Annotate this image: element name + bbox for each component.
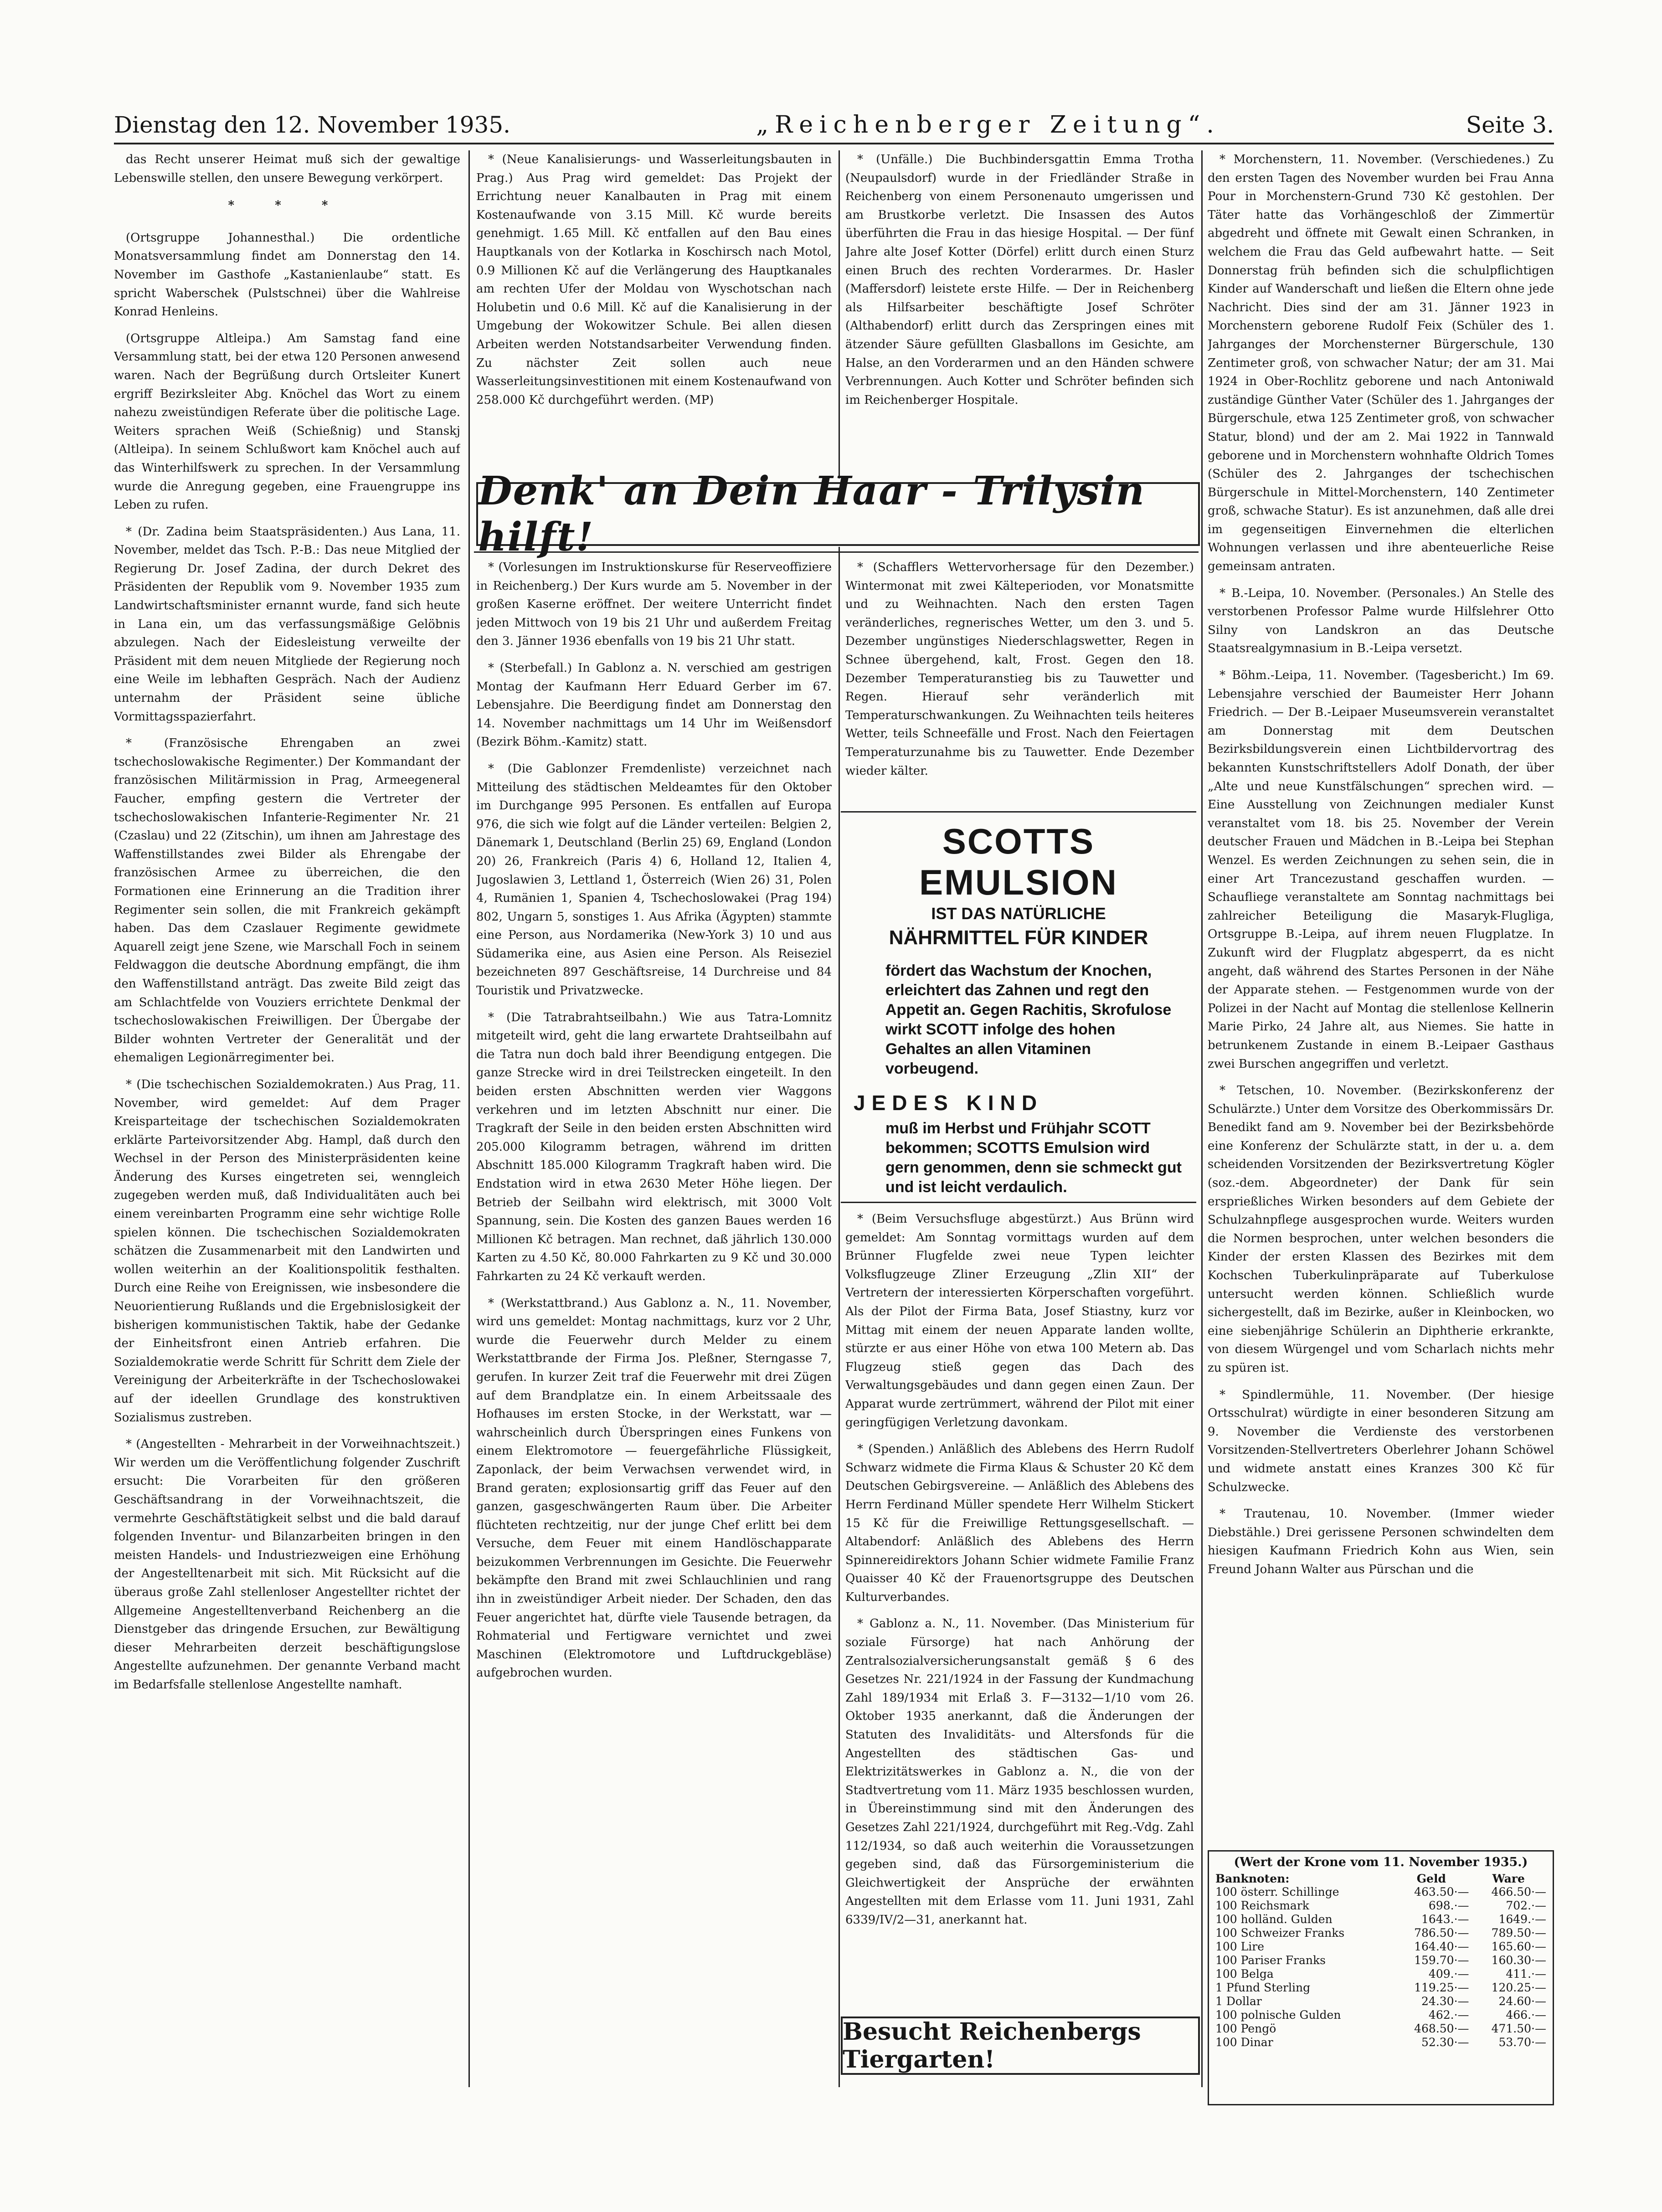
rates-row (1214, 1954, 1547, 1967)
rates-ware: 411.·— (1506, 1967, 1546, 1981)
header-paper-title: „Reichenberger Zeitung“. (756, 111, 1220, 139)
column-1 (114, 150, 460, 2087)
rates-row (1214, 1995, 1547, 2008)
rates-geld: 409.·— (1428, 1967, 1469, 1981)
rates-currency: 100 Dinar (1215, 2036, 1273, 2049)
column-rule-3 (1201, 150, 1203, 2087)
rates-ware: 789.50·— (1491, 1926, 1546, 1939)
article-paragraph: * (Dr. Zadina beim Staatspräsidenten.) Aus Lana, 11. November, meldet das Tsch. P.-B.: Das neue Mitglied der Regierung Dr. Josef Zadina, der durch Dekret des Präsidenten der Republik vom 9. November 1935 zum Landwirtschaftsminister ernannt wurde, fand sich heute in Lana ein, um das verfassungsmäßige Gelöbnis abzulegen. Nach der Eidesleistung verweilte der Präsident mit dem neuen Mitgliede der Regierung noch eine Weile im lebhaften Gespräch. Nach der Audienz unternahm der Präsident seine übliche Vormittagsspazierfahrt. (114, 525, 460, 724)
scotts-emulsion-advertisement (841, 811, 1196, 1203)
article-paragraph: * (Neue Kanalisierungs- und Wasserleitungsbauten in Prag.) Aus Prag wird gemeldet: Das Projekt der Errichtung neuer Kanalbauten in Prag mit einem Kostenaufwande von 3.15 Mill. Kč wurde bereits genehmigt. 1.65 Mill. Kč entfallen auf den Bau eines Hauptkanals von der Kotlarka in Koschirsch nach Motol, 0.9 Millionen Kč auf die Verlängerung des Hauptkanales am rechten Ufer der Moldau von Wyschotschan nach Holubetin und 0.6 Mill. Kč auf die Kanalisierung in der Umgebung der Wokowitzer Schule. Bei allen diesen Arbeiten werden Notstandsarbeiter Verwendung finden. Zu nächster Zeit sollen auch neue Wasserleitungsinvestitionen mit einem Kostenaufwand von 258.000 Kč durchgeführt werden. (MP) (476, 153, 832, 407)
trilysin-advertisement (476, 468, 1200, 560)
article-paragraph: * (Französische Ehrengaben an zwei tschechoslowakische Regimenter.) Der Kommandant der französischen Militärmission in Prag, Armeegeneral Faucher, empfing gestern die Vertreter der tschechoslowakischen Infanterie-Regimenter Nr. 21 (Czaslau) und 22 (Zitschin), um ihnen am Jahrestage des Waffenstillstandes zwei Bilder als Ehrengabe der französischen Armee zu überreichen, die den Formationen eine Erinnerung an die Tradition ihrer Regimenter sein sollen, die mit Frankreich gekämpft haben. Das dem Czaslauer Regimente gewidmete Aquarell zeigt jene Szene, wie Marschall Foch in seinem Feldwaggon die deutsche Abordnung empfängt, die ihm den Waffenstillstand anträgt. Das zweite Bild zeigt das am Schlachtfelde von Vouziers errichtete Denkmal der tschechoslowakischen Freiwilligen. Der Übergabe der Bilder wohnten Vertreter der Generalität und der ehemaligen Legionärregimenter bei. (114, 736, 460, 1065)
rates-currency: 100 Pariser Franks (1215, 1954, 1326, 1967)
rates-row (1214, 1899, 1547, 1913)
article-paragraph: * (Werkstattbrand.) Aus Gablonz a. N., 11. November, wird uns gemeldet: Montag nachmittags, kurz vor 2 Uhr, wurde die Feuerwehr durch Melder zu einem Werkstattbrande der Firma Jos. Pleßner, Sterngasse 7, gerufen. In kurzer Zeit traf die Feuerwehr mit drei Zügen auf dem Brandplatze ein. In einem Arbeitssaale des Hofhauses im ersten Stocke, in der Werkstatt, war — wahrscheinlich durch Überspringen eines Funkens von einem Elektromotore — feuergefährliche Flüssigkeit, Zaponlack, der beim Verwachsen verwendet wird, in Brand geraten; explosionsartig griff das Feuer auf den ganzen, gasgeschwängerten Raum über. Die Arbeiter flüchteten rechtzeitig, nur der junge Chef erlitt bei dem Versuche, dem Feuer mit einem Handlöschapparate beizukommen Verbrennungen im Gesichte. Die Feuerwehr bekämpfte den Brand mit zwei Schlauchlinien und rang ihn in zweistündiger Arbeit nieder. Der Schaden, den das Feuer angerichtet hat, dürfte viele Tausende betragen, da Rohmaterial und Fertigware vernichtet und zwei Maschinen (Elektromotore und Luftdruckgebläse) aufgebrochen wurden. (476, 1296, 832, 1680)
rates-header-ware: Ware (1492, 1872, 1525, 1885)
rates-header-currency: Banknoten: (1215, 1872, 1290, 1885)
article-paragraph: * Gablonz a. N., 11. November. (Das Ministerium für soziale Fürsorge) hat nach Anhörung der Zentralsozialversicherungsanstalt gemäß § 6 des Gesetzes Nr. 221/1924 in der Fassung der Kundmachung Zahl 189/1934 mit Erlaß 3. F—3132—1/10 vom 26. Oktober 1935 anerkannt, daß die Änderungen der Statuten des Invaliditäts- und Altersfonds für die Angestellten des städtischen Gas- und Elektrizitätswerkes in Gablonz a. N., die von der Stadtvertretung vom 11. März 1935 beschlossen wurden, in Übereinstimmung sind mit den Änderungen des Gesetzes Zahl 221/1924, durchgeführt mit Reg.-Vdg. Zahl 112/1934, so daß auch weiterhin die Voraussetzungen gegeben sind, daß das Fürsorgeministerium die Gleichwertigkeit der Ansprüche der erwähnten Angestellten mit dem Erlasse vom 11. Juni 1931, Zahl 6339/IV/2—31, anerkannt hat. (845, 1617, 1194, 1927)
article-paragraph: * Morchenstern, 11. November. (Verschiedenes.) Zu den ersten Tagen des November wurden bei Frau Anna Pour in Morchenstern-Grund 730 Kč gestohlen. Der Täter hatte das Vorhängeschloß der Zimmertür abgedreht und öffnete mit Gewalt einen Schranken, in welchem die Frau das Geld aufbewahrt hatte. — Seit Donnerstag früh befinden sich die schulpflichtigen Kinder auf Wanderschaft und ließen die Eltern ohne jede Nachricht. Dies sind der am 31. Jänner 1923 in Morchenstern geborene Rudolf Feix (Schüler des 1. Jahrganges der Morchensterner Bürgerschule, 130 Zentimeter groß, von schwacher Natur; der am 31. Mai 1924 in Ober-Rochlitz geborene und nach Antoniwald zuständige Günther Vater (Schüler des 1. Jahrganges der Bürgerschule, etwa 125 Zentimeter groß, von schwacher Statur, blond) und der am 2. Mai 1922 in Tannwald geborene und in Morchenstern wohnhafte Oldrich Tomes (Schüler des 2. Jahrganges der tschechischen Bürgerschule in Mittel-Morchenstern, 140 Zentimeter groß, schwache Statur). Es ist anzunehmen, daß alle drei im gegenseitigen Einvernehmen die elterlichen Wohnungen verlassen und ihre abenteuerliche Reise gemeinsam antraten. (1208, 153, 1554, 574)
rates-geld: 462.·— (1428, 2008, 1469, 2022)
article-paragraph: * (Die Gablonzer Fremdenliste) verzeichnet nach Mitteilung des städtischen Meldeamtes für den Oktober im Durchgange 995 Personen. Es entfallen auf Europa 976, die sich wie folgt auf die Länder verteilen: Belgien 2, Dänemark 1, Deutschland (Berlin 25) 69, England (London 20) 26, Frankreich (Paris 4) 6, Holland 12, Italien 4, Jugoslawien 3, Lettland 1, Österreich (Wien 26) 31, Polen 4, Rumänien 1, Spanien 4, Tschechoslowakei (Prag 194) 802, Ungarn 5, sonstiges 1. Aus Afrika (Ägypten) stammte eine Person, aus Nordamerika (New-York 3) 10 und aus Südamerika eine, aus Asien eine Person. Als Reiseziel bezeichneten 897 Geschäftsreise, 14 Durchreise und 84 Touristik und Privatzwecke. (476, 761, 832, 998)
article-paragraph: * (Spenden.) Anläßlich des Ablebens des Herrn Rudolf Schwarz widmete die Firma Klaus & Schuster 20 Kč dem Deutschen Gebirgsvereine. — Anläßlich des Ablebens des Herrn Ferdinand Müller spendete Herr Wilhelm Stickert 15 Kč für die Freiwillige Rettungsgesellschaft. — Altabendorf: Anläßlich des Ablebens des Herrn Spinnereidirektors Johann Schier widmete Familie Franz Quaisser 40 Kč der Frauenortsgruppe des Deutschen Kulturverbandes. (845, 1442, 1194, 1604)
article-paragraph: * (Vorlesungen im Instruktionskurse für Reserveoffiziere in Reichenberg.) Der Kurs wurde am 5. November in der großen Kaserne eröffnet. Der weitere Unterricht findet jeden Mittwoch von 19 bis 21 Uhr und außerdem Freitag den 3. Jänner 1936 ebenfalls von 19 bis 21 Uhr statt. (476, 561, 832, 648)
column-3-top (845, 150, 1194, 474)
scott-subtitle: IST DAS NATÜRLICHE (931, 904, 1106, 923)
rates-currency: 100 polnische Gulden (1215, 2008, 1341, 2022)
rates-ware: 53.70·— (1498, 2036, 1546, 2049)
rates-currency: 100 Reichsmark (1215, 1899, 1309, 1912)
rates-row (1214, 1981, 1547, 1995)
scott-body-2: muß im Herbst und Frühjahr SCOTT bekommen; SCOTTS Emulsion wird gern genommen, denn sie schmeckt gut und ist leicht verdaulich. (885, 1120, 1182, 1196)
rates-geld: 786.50·— (1414, 1926, 1469, 1939)
rates-geld: 468.50·— (1414, 2022, 1469, 2035)
article-paragraph: * (Schafflers Wettervorhersage für den Dezember.) Wintermonat mit zwei Kälteperioden, vor Monatsmitte und zu Weihnachten. Nach den ersten Tagen veränderliches, regnerisches Wetter, um den 3. und 5. Dezember ungünstiges Niederschlagswetter, Regen in Schnee übergehend, kalt, Frost. Gegen den 18. Dezember Temperaturanstieg bis zu Tauwetter und Regen. Hierauf sehr veränderlich mit Temperaturschwankungen. Zu Weihnachten teils heiteres Wetter, teils Schneefälle und Frost. Nach den Feiertagen Temperaturzunahme bis zu Tauwetter. Ende Dezember wieder kälter. (845, 561, 1194, 778)
header-date: Dienstag den 12. November 1935. (114, 112, 511, 138)
rates-geld: 119.25·— (1414, 1981, 1469, 1994)
rates-ware: 466.·— (1506, 2008, 1546, 2022)
rates-row (1214, 2036, 1547, 2049)
rates-currency: 1 Pfund Sterling (1215, 1981, 1311, 1994)
article-paragraph: * Tetschen, 10. November. (Bezirkskonferenz der Schulärzte.) Unter dem Vorsitze des Oberkommissärs Dr. Benedikt fand am 9. November bei der Bezirksbehörde eine Konferenz der Schulärzte statt, in der u. a. dem scheidenden Vorsitzenden der Bezirksvertretung Kögler (soz.-dem. Abgeordneter) der Dank für sein ersprießliches Wirken besonders auf dem Gebiete der Schulzahnpflege ausgesprochen wurde. Weiters wurden die Normen besprochen, unter welchen besonders die Kinder der ersten Klassen des Bezirkes mit dem Kochschen Tuberkulinpräparate auf Tuberkulose untersucht werden können. Schließlich wurde sichergestellt, daß im Bezirke, außer in Kleinbocken, wo eine siebenjährige Schülerin an Diphtherie erkrankte, von diesem Würgengel und vom Scharlach nichts mehr zu spüren ist. (1208, 1084, 1554, 1375)
article-paragraph: das Recht unserer Heimat muß sich der gewaltige Lebenswille stellen, den unsere Bewegung verkörpert. (114, 153, 460, 185)
tiergarten-slogan: Besucht Reichenbergs Tiergarten! (843, 2018, 1141, 2073)
article-paragraph: * Spindlermühle, 11. November. (Der hiesige Ortsschulrat) würdigte in einer besonderen Sitzung am 9. November die Verdienste des verstorbenen Vorsitzenden-Stellvertreters Oberlehrer Johann Schöwel und widmete anstatt eines Kranzes 300 Kč für Schulzwecke. (1208, 1388, 1554, 1494)
rates-ware: 120.25·— (1491, 1981, 1546, 1994)
rates-ware: 702.·— (1506, 1899, 1546, 1912)
scott-body: fördert das Wachstum der Knochen, erleichtert das Zahnen und regt den Appetit an. Gegen Rachitis, Skrofulose wirkt SCOTT infolge des hohen Gehaltes an allen Vitaminen vorbeugend. (885, 962, 1172, 1077)
trilysin-slogan: Denk' an Dein Haar - Trilysin hilft! (478, 468, 1145, 560)
article-paragraph: * B.-Leipa, 10. November. (Personales.) An Stelle des verstorbenen Professor Palme wurde Hilfslehrer Otto Silny von Landskron an das Deutsche Staatsrealgymnasium in B.-Leipa versetzt. (1208, 586, 1554, 656)
page-header (114, 107, 1554, 144)
rates-ware: 24.60·— (1498, 1995, 1546, 2008)
rates-currency: 100 Lire (1215, 1940, 1265, 1953)
rates-geld: 698.·— (1428, 1899, 1469, 1912)
rates-currency: 100 österr. Schillinge (1215, 1885, 1339, 1898)
rates-title: (Wert der Krone vom 11. November 1935.) (1234, 1855, 1528, 1869)
column-4 (1208, 150, 1554, 1846)
rates-ware: 466.50·— (1491, 1885, 1546, 1898)
rates-header-geld: Geld (1416, 1872, 1446, 1885)
article-paragraph: * (Die tschechischen Sozialdemokraten.) Aus Prag, 11. November, wird gemeldet: Auf dem Prager Kreisparteitage der tschechischen Sozialdemokraten erklärte Parteivorsitzender Abg. Hampl, daß durch den Wechsel in der Person des Ministerpräsidenten keine Änderung des Kurses eingetreten sei, wenngleich zugegeben werden muß, daß Individualitäten auch bei einem vereinbarten Programm eine sehr wichtige Rolle spielen können. Die tschechischen Sozialdemokraten schätzen die Zusammenarbeit mit den Landwirten und wollen weiterhin an der Koalitionspolitik festhalten. Durch eine Reihe von Ereignissen, wie insbesondere die Neuorientierung Rußlands und die Ergebnislosigkeit der bisherigen kommunistischen Taktik, habe der Gedanke der Einheitsfront einen Antrieb erfahren. Die Sozialdemokratie werde Schritt für Schritt dem Ziele der Vereinigung der Arbeiterkräfte in der Tschechoslowakei auf der ideellen Grundlage des konstruktiven Sozialismus zustreben. (114, 1077, 460, 1425)
rates-geld: 24.30·— (1421, 1995, 1469, 2008)
rates-currency: 100 Belga (1215, 1967, 1274, 1981)
rates-row (1214, 1967, 1547, 1981)
column-2-top (476, 150, 832, 474)
rates-geld: 1643.·— (1421, 1913, 1469, 1926)
column-2 (476, 558, 832, 2087)
rates-ware: 1649.·— (1498, 1913, 1546, 1926)
rates-row (1214, 1940, 1547, 1954)
column-rule-1 (468, 150, 470, 2087)
column-3-lower (845, 1210, 1194, 2010)
rates-ware: 165.60·— (1491, 1940, 1546, 1953)
rates-currency: 1 Dollar (1215, 1995, 1262, 2008)
article-paragraph: (Ortsgruppe Johannesthal.) Die ordentliche Monatsversammlung findet am Donnerstag den 14. November im Gasthofe „Kastanienlaube“ statt. Es spricht Waberschek (Pulstschnei) über die Wahlreise Konrad Henleins. (114, 231, 460, 319)
scott-brand: SCOTTS EMULSION (919, 821, 1118, 902)
tiergarten-advertisement (841, 2017, 1200, 2075)
header-page-number: Seite 3. (1466, 112, 1554, 138)
rates-geld: 52.30·— (1421, 2036, 1469, 2049)
rates-row (1214, 1926, 1547, 1940)
rates-geld: 463.50·— (1414, 1885, 1469, 1898)
rates-body (1214, 1885, 1547, 2049)
rates-header-row (1214, 1872, 1547, 1885)
rates-row (1214, 2008, 1547, 2022)
scott-subtitle-2: NÄHRMITTEL FÜR KINDER (889, 926, 1148, 949)
rates-currency: 100 holländ. Gulden (1215, 1913, 1333, 1926)
rates-currency: 100 Schweizer Franks (1215, 1926, 1345, 1939)
rates-currency: 100 Pengö (1215, 2022, 1276, 2035)
article-paragraph: * (Sterbefall.) In Gablonz a. N. verschied am gestrigen Montag der Kaufmann Herr Eduard Gerber im 67. Lebensjahre. Die Beerdigung findet am Donnerstag den 14. November nachmittags um 14 Uhr im Weißensdorf (Bezirk Böhm.-Kamitz) statt. (476, 661, 832, 749)
article-paragraph: * Böhm.-Leipa, 11. November. (Tagesbericht.) Im 69. Lebensjahre verschied der Baumeister Herr Johann Friedrich. — Der B.-Leipaer Museumsverein veranstaltet am Donnerstag mit dem Deutschen Bezirksbildungsverein einen Lichtbildervortrag des bekannten Kunstschriftstellers Adolf Donath, der über „Alte und neue Kunstfälschungen“ sprechen wird. — Eine Ausstellung von Zeichnungen medialer Kunst veranstaltet vom 18. bis 25. November der Verein deutscher Frauen und Mädchen in B.-Leipa bei Stephan Wenzel. Es werden Zeichnungen zu sehen sein, die in einer Art Trancezustand geschaffen wurden. — Schaufliege veranstaltete am Sonntag nachmittags bei zahlreicher Beteiligung die Masaryk-Flugliga, Ortsgruppe B.-Leipa, auf ihrem neuen Flugplatze. In Zukunft wird der Flugplatz abgesperrt, da es nicht angeht, daß während des Startes Personen in der Nähe der Apparate stehen. — Festgenommen wurde von der Polizei in der Nacht auf Montag die stellenlose Kellnerin Marie Pirko, 24 Jahre alt, aus Niemes. Sie hatte in betrunkenem Zustande in einem B.-Leipaer Gasthaus zwei Burschen angegriffen und verletzt. (1208, 669, 1554, 1071)
scott-jedes-kind: JEDES KIND (854, 1091, 1044, 1115)
rates-geld: 164.40·— (1414, 1940, 1469, 1953)
article-paragraph: * (Angestellten - Mehrarbeit in der Vorweihnachtszeit.) Wir werden um die Veröffentlichung folgender Zuschrift ersucht: Die Vorarbeiten für den größeren Geschäftsandrang in der Vorweihnachtszeit, die vermehrte Geschäftstätigkeit selbst und die bald darauf folgenden Inventur- und Bilanzarbeiten bringen in den meisten Handels- und Industriezweigen eine Erhöhung der Angestelltenarbeit mit sich. Mit Rücksicht auf die überaus große Zahl stellenloser Angestellter richtet der Allgemeine Angestelltenverband Reichenberg an die Dienstgeber das dringende Ersuchen, zur Bewältigung dieser Mehrarbeiten derzeit beschäftigungslose Angestellte aufzunehmen. Der genannte Verband macht im Bedarfsfalle stellenlose Angestellte namhaft. (114, 1437, 460, 1692)
article-paragraph: (Ortsgruppe Altleipa.) Am Samstag fand eine Versammlung statt, bei der etwa 120 Personen anwesend waren. Nach der Begrüßung durch Ortsleiter Kunert ergriff Bezirksleiter Abg. Knöchel das Wort zu einem nahezu zweistündigen Referate über die politische Lage. Weiters sprachen Weiß (Schießnig) und Stanskj (Altleipa). In seinem Schlußwort kam Knöchel auch auf das Winterhilfswerk zu sprechen. In der Versammlung wurde die Anregung gegeben, eine Frauengruppe ins Leben zu rufen. (114, 331, 460, 512)
rates-row (1214, 1913, 1547, 1926)
separator-stars: * * * (228, 199, 346, 213)
article-paragraph: * (Unfälle.) Die Buchbindersgattin Emma Trotha (Neupaulsdorf) wurde in der Friedländer Straße in Reichenberg von einem Personenauto umgerissen und am Brustkorbe verletzt. Die Insassen des Autos überführten die Frau in das hiesige Hospital. — Der fünf Jahre alte Josef Kotter (Dörfel) erlitt durch einen Sturz einen Bruch des rechten Vorderarmes. Dr. Hasler (Maffersdorf) leistete erste Hilfe. — Der in Reichenberg als Hilfsarbeiter beschäftigte Josef Schröter (Althabendorf) erlitt durch das Zerspringen eines mit ätzender Säure gefüllten Glasballons im Gesichte, am Halse, an den Vorderarmen und an den Händen schwere Verbrennungen. Auch Kotter und Schröter befinden sich im Reichenberger Hospitale. (845, 153, 1194, 407)
rates-table (1214, 1872, 1547, 2049)
column-rule-2 (839, 150, 840, 478)
article-paragraph: * (Die Tatrabrahtseilbahn.) Wie aus Tatra-Lomnitz mitgeteilt wird, geht die lang erwartete Drahtseilbahn auf die Tatra nun doch bald ihrer Beendigung entgegen. Die ganze Strecke wird in drei Teilstrecken eingeteilt. In den beiden ersten Abschnitten werden vier Waggons verkehren und im letzten Abschnitt nur einer. Die Tragkraft der Seile in den beiden ersten Abschnitten wird 205.000 Kilogramm betragen, während im dritten Abschnitt 185.000 Kilogramm Tragkraft haben wird. Die Endstation wird in etwa 2630 Meter Höhe liegen. Der Betrieb der Seilbahn wird elektrisch, mit 3000 Volt Spannung, sein. Die Kosten des ganzen Baues werden 16 Millionen Kč betragen. Man rechnet, daß jährlich 130.000 Karten zu 4.50 Kč, 80.000 Fahrkarten zu 9 Kč und 30.000 Fahrkarten zu 24 Kč verkauft werden. (476, 1010, 832, 1283)
rates-geld: 159.70·— (1414, 1954, 1469, 1967)
column-rule-2b (839, 547, 840, 2087)
column-3-upper (845, 558, 1194, 807)
article-paragraph: * (Beim Versuchsfluge abgestürzt.) Aus Brünn wird gemeldet: Am Sonntag vormittags wurden auf dem Brünner Flugfelde zwei neue Typen leichter Volksflugzeuge Zliner Erzeugung „Zlin XII“ der Vertretern der interessierten Körperschaften vorgeführt. Als der Pilot der Firma Bata, Josef Stiastny, kurz vor Mittag mit einem der neuen Apparate landen wollte, stürzte er aus einer Höhe von etwa 100 Metern ab. Das Flugzeug stieß gegen das Dach des Verwaltungsgebäudes und dann gegen einen Zaun. Der Apparat wurde zertrümmert, während der Pilot mit einer geringfügigen Verletzung davonkam. (845, 1212, 1194, 1430)
article-paragraph: * Trautenau, 10. November. (Immer wieder Diebstähle.) Drei gerissene Personen schwindelten dem hiesigen Kaufmann Friedrich Kohn aus Wien, sein Freund Johann Walter aus Pürschan und die (1208, 1507, 1554, 1576)
rates-row (1214, 2022, 1547, 2036)
rates-ware: 160.30·— (1491, 1954, 1546, 1967)
currency-rates-box (1208, 1850, 1554, 2105)
rates-ware: 471.50·— (1491, 2022, 1546, 2035)
rates-row (1214, 1885, 1547, 1899)
